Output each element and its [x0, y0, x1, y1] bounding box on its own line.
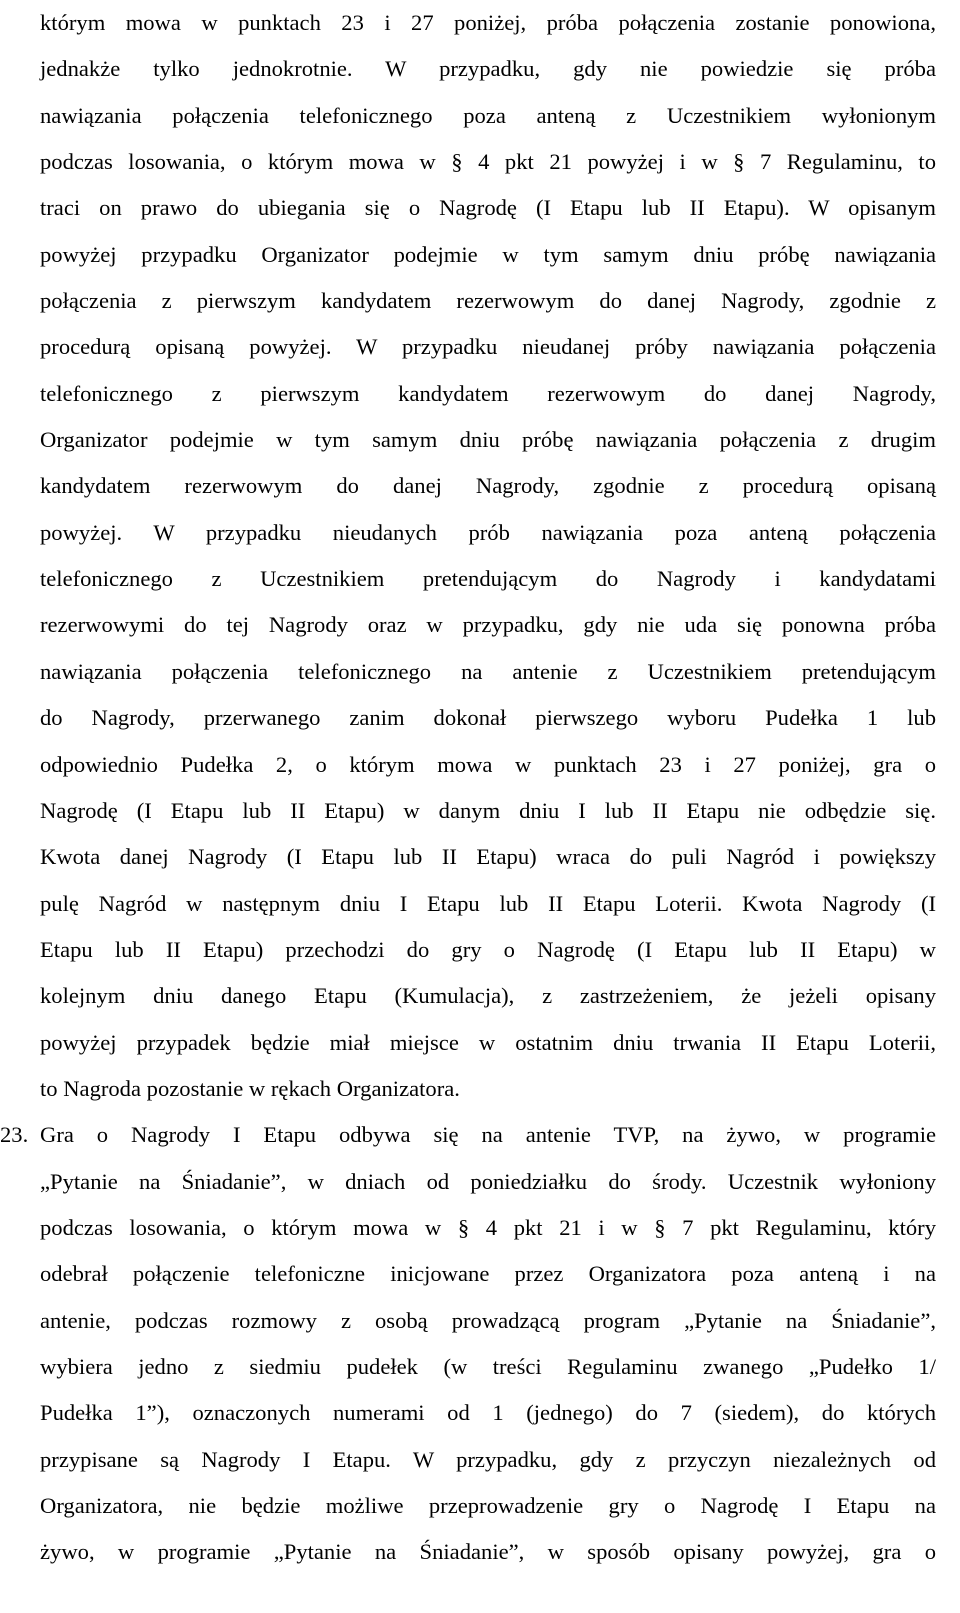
text-line: Pudełka 1”), oznaczonych numerami od 1 (jednego) do 7 (siedem), do których — [40, 1400, 936, 1426]
text-line: kolejnym dniu danego Etapu (Kumulacja), z zastrzeżeniem, że jeżeli opisany — [40, 983, 936, 1009]
text-line: jednakże tylko jednokrotnie. W przypadku, gdy nie powiedzie się próba — [40, 56, 936, 82]
text-line: Nagrodę (I Etapu lub II Etapu) w danym dniu I lub II Etapu nie odbędzie się. — [40, 797, 936, 823]
text-line: Gra o Nagrody I Etapu odbywa się na antenie TVP, na żywo, w programie — [40, 1122, 936, 1148]
text-line: to Nagroda pozostanie w rękach Organizatora. — [40, 1075, 460, 1101]
text-line: rezerwowymi do tej Nagrody oraz w przypadku, gdy nie uda się ponowna próba — [40, 612, 936, 638]
text-line: telefonicznego z pierwszym kandydatem rezerwowym do danej Nagrody, — [40, 380, 936, 406]
text-line: przypisane są Nagrody I Etapu. W przypadku, gdy z przyczyn niezależnych od — [40, 1446, 936, 1472]
text-line: pulę Nagród w następnym dniu I Etapu lub II Etapu Loterii. Kwota Nagrody (I — [40, 890, 936, 916]
text-line: procedurą opisaną powyżej. W przypadku nieudanej próby nawiązania połączenia — [40, 334, 936, 360]
text-line: odebrał połączenie telefoniczne inicjowane przez Organizatora poza anteną i na — [40, 1261, 936, 1287]
text-line: Kwota danej Nagrody (I Etapu lub II Etapu) wraca do puli Nagród i powiększy — [40, 844, 936, 870]
continued-paragraph — [40, 0, 936, 1112]
text-line: wybiera jedno z siedmiu pudełek (w treści Regulaminu zwanego „Pudełko 1/ — [40, 1353, 936, 1379]
text-line: połączenia z pierwszym kandydatem rezerwowym do danej Nagrody, zgodnie z — [40, 288, 936, 314]
text-line: „Pytanie na Śniadanie”, w dniach od poniedziałku do środy. Uczestnik wyłoniony — [40, 1168, 936, 1194]
text-line: podczas losowania, o którym mowa w § 4 pkt 21 powyżej i w § 7 Regulaminu, to — [40, 149, 936, 175]
list-item-23 — [0, 1112, 936, 1575]
text-line: Organizatora, nie będzie możliwe przeprowadzenie gry o Nagrodę I Etapu na — [40, 1493, 936, 1518]
text-line: Etapu lub II Etapu) przechodzi do gry o Nagrodę (I Etapu lub II Etapu) w — [40, 936, 936, 962]
list-item-number: 23. — [0, 1122, 29, 1148]
text-line: odpowiednio Pudełka 2, o którym mowa w punktach 23 i 27 poniżej, gra o — [40, 751, 936, 777]
text-line: Organizator podejmie w tym samym dniu próbę nawiązania połączenia z drugim — [40, 427, 936, 453]
text-line: nawiązania połączenia telefonicznego na antenie z Uczestnikiem pretendującym — [40, 658, 936, 684]
text-line: traci on prawo do ubiegania się o Nagrodę (I Etapu lub II Etapu). W opisanym — [40, 195, 936, 221]
text-line: kandydatem rezerwowym do danej Nagrody, zgodnie z procedurą opisaną — [40, 473, 936, 499]
text-line: żywo, w programie „Pytanie na Śniadanie”, w sposób opisany powyżej, gra o — [40, 1539, 936, 1565]
text-line: telefonicznego z Uczestnikiem pretendującym do Nagrody i kandydatami — [40, 566, 936, 592]
text-line: którym mowa w punktach 23 i 27 poniżej, próba połączenia zostanie ponowiona, — [40, 10, 936, 35]
text-line: powyżej przypadek będzie miał miejsce w ostatnim dniu trwania II Etapu Loterii, — [40, 1029, 936, 1055]
text-line: podczas losowania, o którym mowa w § 4 pkt 21 i w § 7 pkt Regulaminu, który — [40, 1214, 936, 1240]
text-line: nawiązania połączenia telefonicznego poza anteną z Uczestnikiem wyłonionym — [40, 102, 936, 128]
text-line: powyżej. W przypadku nieudanych prób nawiązania poza anteną połączenia — [40, 519, 936, 545]
text-line: powyżej przypadku Organizator podejmie w tym samym dniu próbę nawiązania — [40, 241, 936, 267]
text-line: do Nagrody, przerwanego zanim dokonał pierwszego wyboru Pudełka 1 lub — [40, 705, 936, 731]
text-line: antenie, podczas rozmowy z osobą prowadzącą program „Pytanie na Śniadanie”, — [40, 1307, 936, 1333]
